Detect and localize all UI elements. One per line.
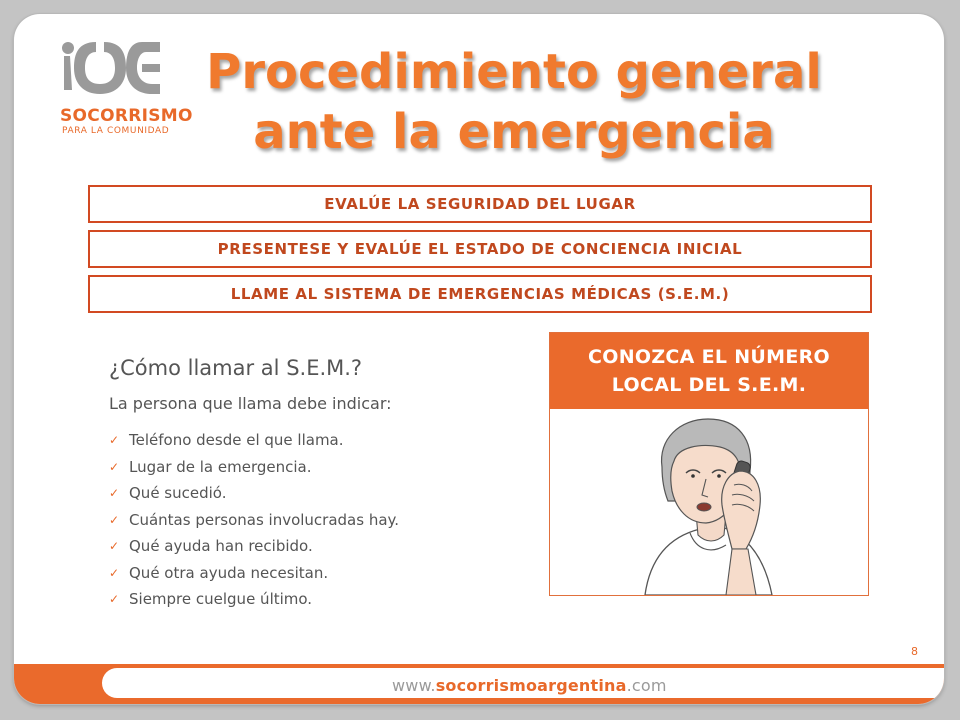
checkmark-icon: ✓ (109, 512, 120, 527)
list-item-text: Teléfono desde el que llama. (129, 431, 344, 450)
step-call-sem: LLAME AL SISTEMA DE EMERGENCIAS MÉDICAS (S.E.M.) (88, 275, 872, 313)
checkmark-icon: ✓ (109, 433, 120, 448)
step-introduce-assess: PRESENTESE Y EVALÚE EL ESTADO DE CONCIENCIA INICIAL (88, 230, 872, 268)
logo-mark-icon (34, 28, 184, 108)
footer-bar (14, 664, 944, 704)
list-item (109, 507, 399, 534)
callout-header (550, 333, 868, 409)
callout-line-2: LOCAL DEL S.E.M. (611, 374, 807, 396)
list-item (109, 533, 399, 560)
footer-inner (102, 668, 944, 698)
logo-tagline-text: PARA LA COMUNIDAD (62, 126, 170, 136)
list-item (109, 560, 399, 587)
list-item (109, 454, 399, 481)
list-item (109, 427, 399, 454)
logo-brand-text: SOCORRISMO (60, 106, 193, 126)
page-title (174, 42, 854, 162)
footer-url[interactable] (392, 676, 667, 695)
step-evaluate-safety: EVALÚE LA SEGURIDAD DEL LUGAR (88, 185, 872, 223)
footer-url-prefix: www. (392, 676, 436, 695)
checkmark-icon: ✓ (109, 459, 120, 474)
title-line-1: Procedimiento general (206, 44, 822, 100)
sem-number-callout (549, 332, 869, 596)
checkmark-icon: ✓ (109, 539, 120, 554)
page-number: 8 (911, 645, 918, 658)
list-item-text: Cuántas personas involucradas hay. (129, 510, 400, 529)
sem-checklist (109, 427, 399, 613)
list-item (109, 586, 399, 613)
list-item-text: Lugar de la emergencia. (129, 457, 312, 476)
list-item-text: Siempre cuelgue último. (129, 590, 313, 609)
footer-url-brand: socorrismoargentina (435, 676, 627, 695)
callout-line-1: CONOZCA EL NÚMERO (588, 346, 830, 368)
list-item-text: Qué sucedió. (129, 484, 227, 503)
title-line-2: ante la emergencia (253, 104, 775, 160)
list-item-text: Qué otra ayuda necesitan. (129, 563, 329, 582)
list-item (109, 480, 399, 507)
sem-subheading: La persona que llama debe indicar: (109, 394, 392, 413)
checkmark-icon: ✓ (109, 486, 120, 501)
socorrismo-logo (34, 28, 193, 138)
slide (14, 14, 944, 704)
sem-heading: ¿Cómo llamar al S.E.M.? (109, 356, 363, 380)
checkmark-icon: ✓ (109, 592, 120, 607)
checkmark-icon: ✓ (109, 565, 120, 580)
footer-url-suffix: .com (626, 676, 667, 695)
list-item-text: Qué ayuda han recibido. (129, 537, 313, 556)
person-on-phone-illustration (550, 409, 868, 595)
